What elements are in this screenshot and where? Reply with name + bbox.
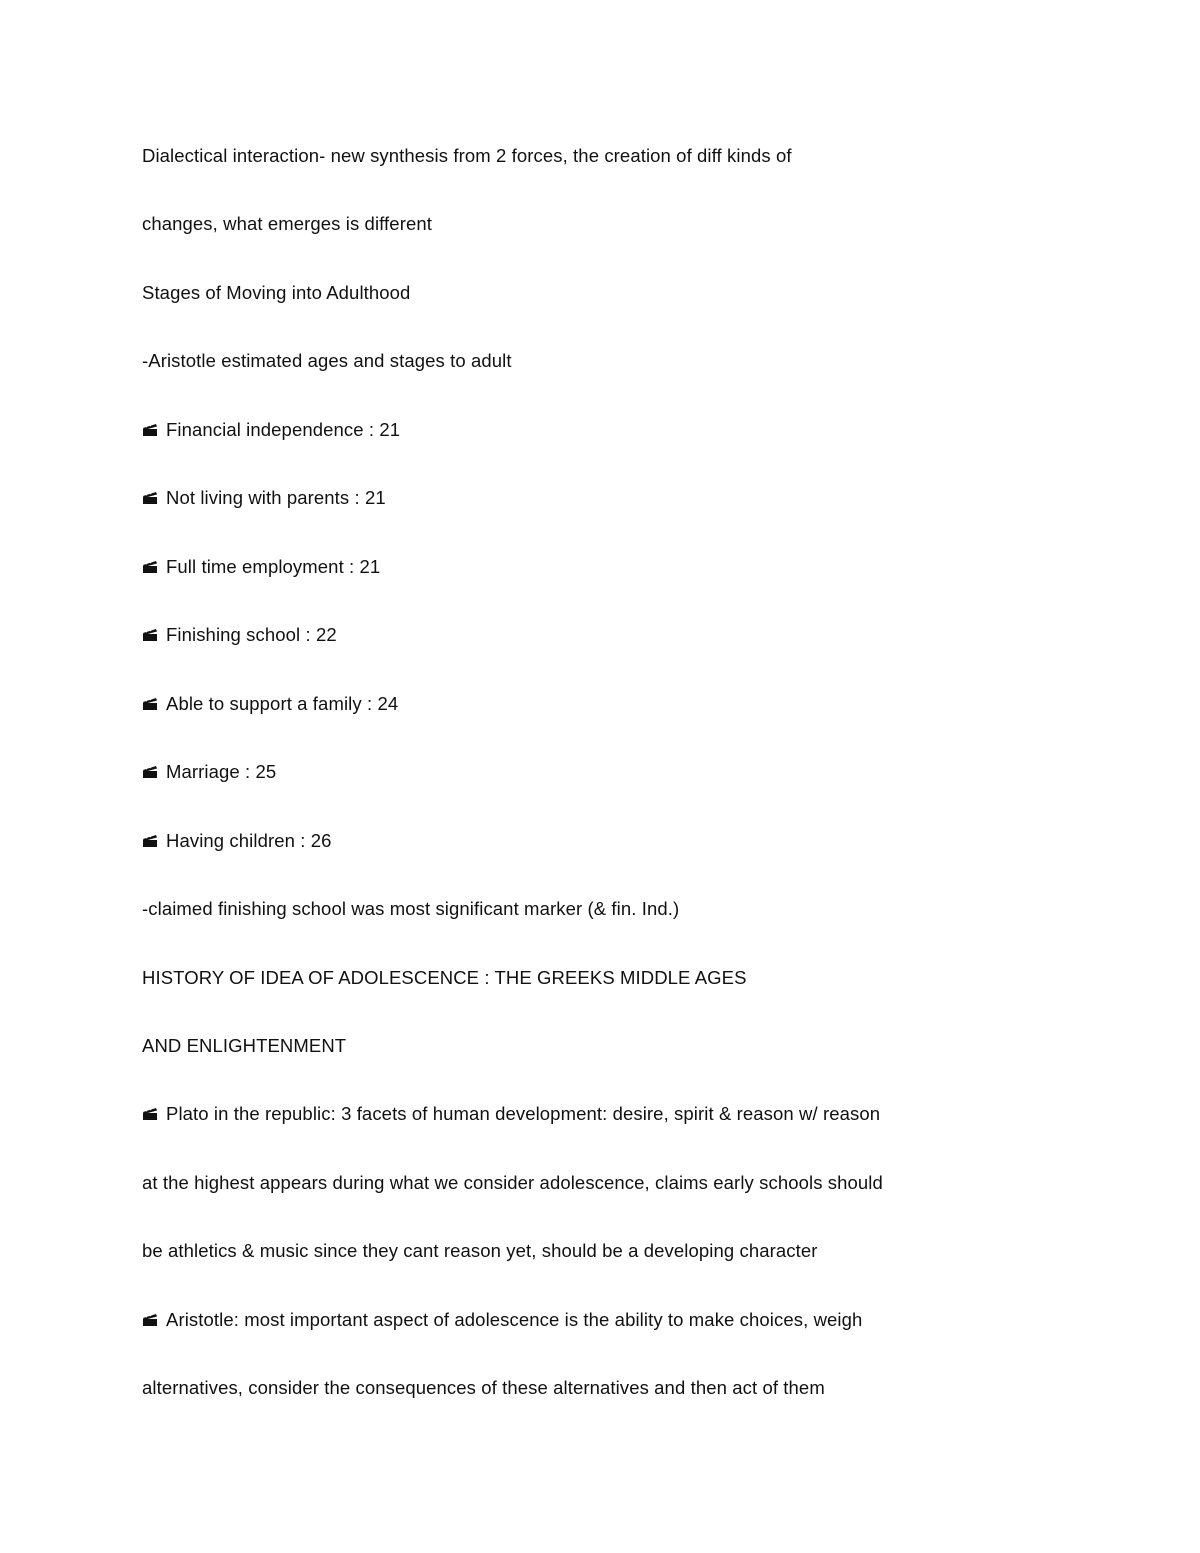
- line-text: Finishing school : 22: [166, 624, 337, 645]
- section-heading: [142, 1034, 346, 1058]
- bullet-item: [142, 418, 400, 442]
- clapperboard-icon: [142, 834, 158, 848]
- line-text: be athletics & music since they cant reason yet, should be a developing character: [142, 1240, 818, 1261]
- line-text: Dialectical interaction- new synthesis from 2 forces, the creation of diff kinds of: [142, 145, 792, 166]
- text-line: [142, 1376, 825, 1400]
- line-text: Stages of Moving into Adulthood: [142, 282, 411, 303]
- line-text: HISTORY OF IDEA OF ADOLESCENCE : THE GREEKS MIDDLE AGES: [142, 967, 747, 988]
- clapperboard-icon: [142, 560, 158, 574]
- bullet-item: [142, 623, 337, 647]
- text-line: [142, 1171, 883, 1195]
- text-line: [142, 144, 792, 168]
- text-line: [142, 1239, 818, 1263]
- text-line: [142, 897, 679, 921]
- line-text: Financial independence : 21: [166, 419, 401, 440]
- line-text: -claimed finishing school was most significant marker (& fin. Ind.): [142, 898, 680, 919]
- line-text: AND ENLIGHTENMENT: [142, 1035, 347, 1056]
- line-text: Marriage : 25: [166, 761, 277, 782]
- line-text: at the highest appears during what we consider adolescence, claims early schools should: [142, 1172, 883, 1193]
- bullet-item: [142, 760, 276, 784]
- bullet-item: [142, 1102, 880, 1126]
- clapperboard-icon: [142, 1313, 158, 1327]
- clapperboard-icon: [142, 628, 158, 642]
- line-text: Aristotle: most important aspect of adolescence is the ability to make choices, weigh: [166, 1309, 863, 1330]
- line-text: -Aristotle estimated ages and stages to adult: [142, 350, 512, 371]
- line-text: Having children : 26: [166, 830, 332, 851]
- line-text: Not living with parents : 21: [166, 487, 386, 508]
- clapperboard-icon: [142, 491, 158, 505]
- bullet-item: [142, 692, 398, 716]
- line-text: alternatives, consider the consequences of these alternatives and then act of them: [142, 1377, 825, 1398]
- bullet-item: [142, 555, 380, 579]
- clapperboard-icon: [142, 765, 158, 779]
- line-text: Full time employment : 21: [166, 556, 381, 577]
- clapperboard-icon: [142, 423, 158, 437]
- clapperboard-icon: [142, 1107, 158, 1121]
- bullet-item: [142, 829, 332, 853]
- line-text: Able to support a family : 24: [166, 693, 399, 714]
- section-heading: [142, 966, 747, 990]
- bullet-item: [142, 486, 386, 510]
- bullet-item: [142, 1308, 862, 1332]
- text-line: [142, 212, 432, 236]
- text-line: [142, 349, 512, 373]
- line-text: changes, what emerges is different: [142, 213, 432, 234]
- clapperboard-icon: [142, 697, 158, 711]
- section-heading: [142, 281, 410, 305]
- line-text: Plato in the republic: 3 facets of human development: desire, spirit & reason w/ reason: [166, 1103, 881, 1124]
